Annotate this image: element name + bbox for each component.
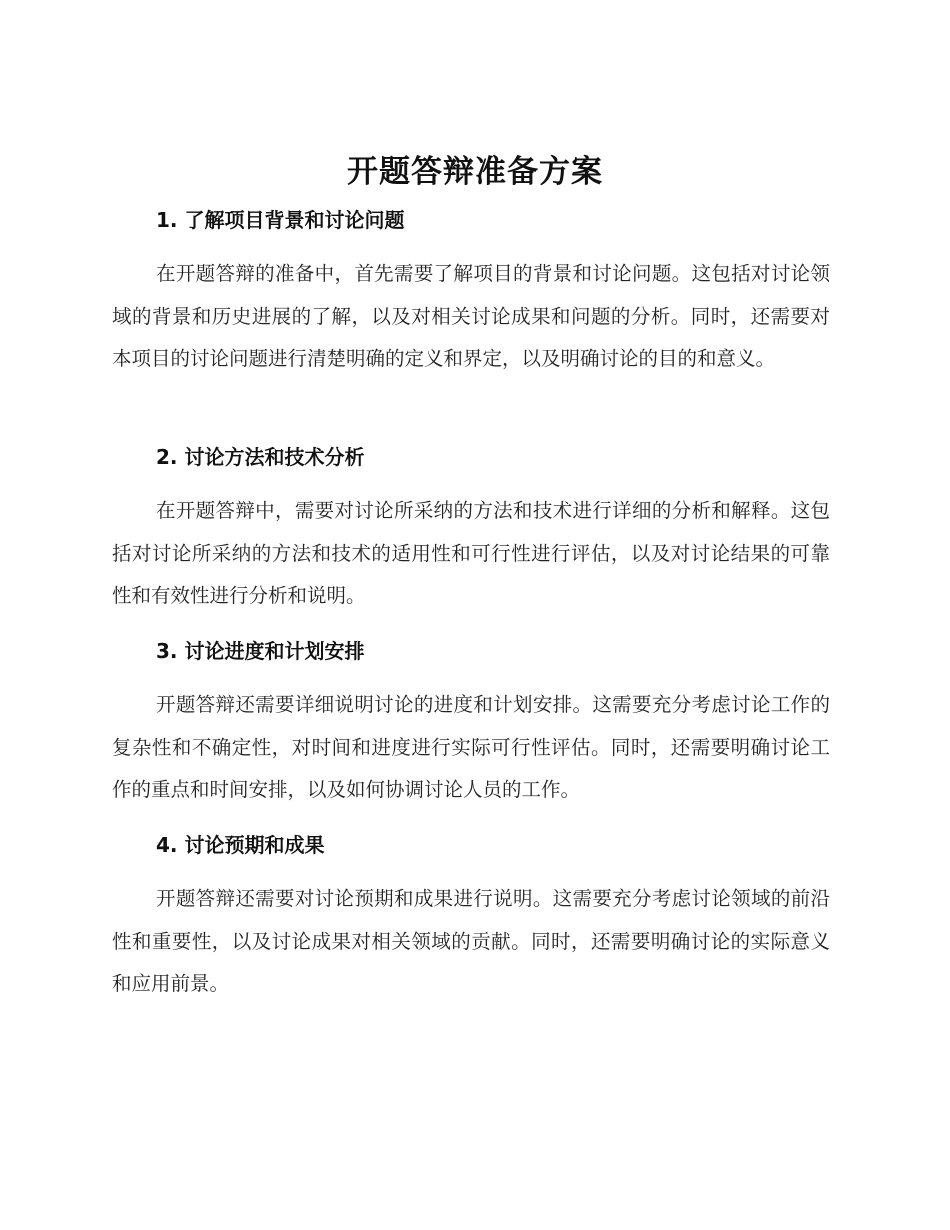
section-heading-1: 1. 了解项目背景和讨论问题 xyxy=(156,208,405,232)
section-heading-4: 4. 讨论预期和成果 xyxy=(156,833,325,857)
section-body-1: 在开题答辩的准备中，首先需要了解项目的背景和讨论问题。这包括对讨论领域的背景和历史进展的了解，以及对相关讨论成果和问题的分析。同时，还需要对本项目的讨论问题进行清楚明确的定义和界定，以及明确讨论的目的和意义。 xyxy=(112,262,830,370)
section-body-4: 开题答辩还需要对讨论预期和成果进行说明。这需要充分考虑讨论领域的前沿性和重要性，以及讨论成果对相关领域的贡献。同时，还需要明确讨论的实际意义和应用前景。 xyxy=(112,887,830,995)
section-body-3: 开题答辩还需要详细说明讨论的进度和计划安排。这需要充分考虑讨论工作的复杂性和不确定性，对时间和进度进行实际可行性评估。同时，还需要明确讨论工作的重点和时间安排，以及如何协调讨论人员的工作。 xyxy=(112,693,830,801)
document-title: 开题答辩准备方案 xyxy=(347,154,603,190)
section-heading-3: 3. 讨论进度和计划安排 xyxy=(156,639,365,663)
section-heading-2: 2. 讨论方法和技术分析 xyxy=(156,445,365,469)
section-body-2: 在开题答辩中，需要对讨论所采纳的方法和技术进行详细的分析和解释。这包括对讨论所采纳的方法和技术的适用性和可行性进行评估，以及对讨论结果的可靠性和有效性进行分析和说明。 xyxy=(112,499,830,607)
